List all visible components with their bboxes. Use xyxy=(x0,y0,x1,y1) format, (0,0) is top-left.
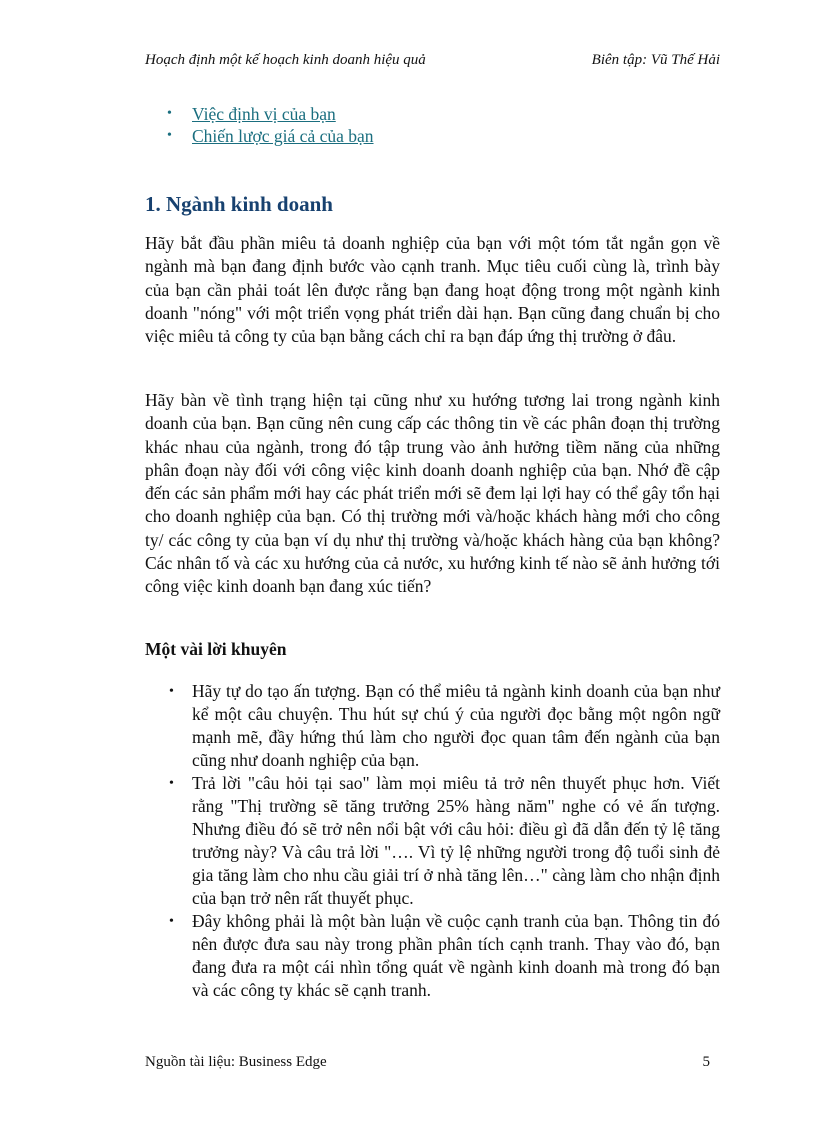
page-footer xyxy=(145,1053,710,1071)
bullet-icon: • xyxy=(169,684,174,699)
section-heading: 1. Ngành kinh doanh xyxy=(145,192,333,216)
list-item xyxy=(145,772,720,910)
source-note: Nguồn tài liệu: Business Edge xyxy=(145,1054,327,1070)
toc-link-list xyxy=(164,103,374,147)
tip-text: Đây không phải là một bàn luận về cuộc cạnh tranh của bạn. Thông tin đó nên được đưa sau này trong phần phân tích cạnh tranh. Thay vào đó, bạn đang đưa ra một cái nhìn tổng quát về ngành kinh doanh mà trong đó bạn và các công ty khác sẽ cạnh tranh. xyxy=(192,911,720,1000)
paragraph-intro: Hãy bắt đầu phần miêu tả doanh nghiệp của bạn với một tóm tắt ngắn gọn về ngành mà bạn đang định bước vào cạnh tranh. Mục tiêu cuối cùng là, trình bày của bạn cần phải toát lên được rằng bạn đang hoạt động trong một ngành kinh doanh "nóng" với một triển vọng phát triển dài hạn. Bạn cũng đang chuẩn bị cho việc miêu tả công ty của bạn bằng cách chỉ ra bạn đáp ứng thị trường ở đâu. xyxy=(145,233,720,347)
document-title: Hoạch định một kế hoạch kinh doanh hiệu quả xyxy=(145,52,426,68)
link-pricing-strategy[interactable]: Chiến lược giá cả của bạn xyxy=(192,126,374,146)
list-item xyxy=(164,125,374,147)
bullet-icon: • xyxy=(169,914,174,929)
bullet-icon: • xyxy=(167,128,172,143)
paragraph-trends: Hãy bàn về tình trạng hiện tại cũng như xu hướng tương lai trong ngành kinh doanh của bạn. Bạn cũng nên cung cấp các thông tin về các phân đoạn thị trường khác nhau của ngành, trong đó tập trung vào ảnh hưởng tiềm năng của những phân đoạn này đối với công việc kinh doanh doanh nghiệp của bạn. Nhớ đề cập đến các sản phẩm mới hay các phát triển mới sẽ đem lại lợi hay có thể gây tổn hại cho doanh nghiệp của bạn. Có thị trường mới và/hoặc khách hàng mới cho công ty/ các công ty của bạn ví dụ như thị trường và/hoặc khách hàng của bạn không? Các nhân tố và các xu hướng của cả nước, xu hướng kinh tế nào sẽ ảnh hưởng tới công việc kinh doanh bạn đang xúc tiến? xyxy=(145,390,720,597)
tip-text: Hãy tự do tạo ấn tượng. Bạn có thể miêu tả ngành kinh doanh của bạn như kể một câu chuyện. Thu hút sự chú ý của người đọc bằng một ngôn ngữ mạnh mẽ, đầy hứng thú làm cho người đọc quan tâm đến ngành của bạn cũng như doanh nghiệp của bạn. xyxy=(192,681,720,770)
bullet-icon: • xyxy=(167,106,172,121)
list-item xyxy=(164,103,374,125)
list-item xyxy=(145,680,720,772)
page-number: 5 xyxy=(702,1054,710,1070)
editor-credit: Biên tập: Vũ Thế Hải xyxy=(591,52,720,68)
tip-text: Trả lời "câu hỏi tại sao" làm mọi miêu tả trở nên thuyết phục hơn. Viết rằng "Thị trường sẽ tăng trưởng 25% hàng năm" nghe có vẻ ấn tượng. Nhưng điều đó sẽ trở nên nổi bật với câu hỏi: điều gì đã dẫn đến tỷ lệ tăng trưởng này? Và câu trả lời "…. Vì tỷ lệ những người trong độ tuổi sinh đẻ gia tăng làm cho nhu cầu giải trí ở nhà tăng lên…" càng làm cho nhận định của bạn trở nên rất thuyết phục. xyxy=(192,773,720,908)
list-item xyxy=(145,910,720,1002)
bullet-icon: • xyxy=(169,776,174,791)
tips-heading: Một vài lời khuyên xyxy=(145,639,287,659)
tips-list xyxy=(145,680,720,1002)
link-positioning[interactable]: Việc định vị của bạn xyxy=(192,104,336,124)
